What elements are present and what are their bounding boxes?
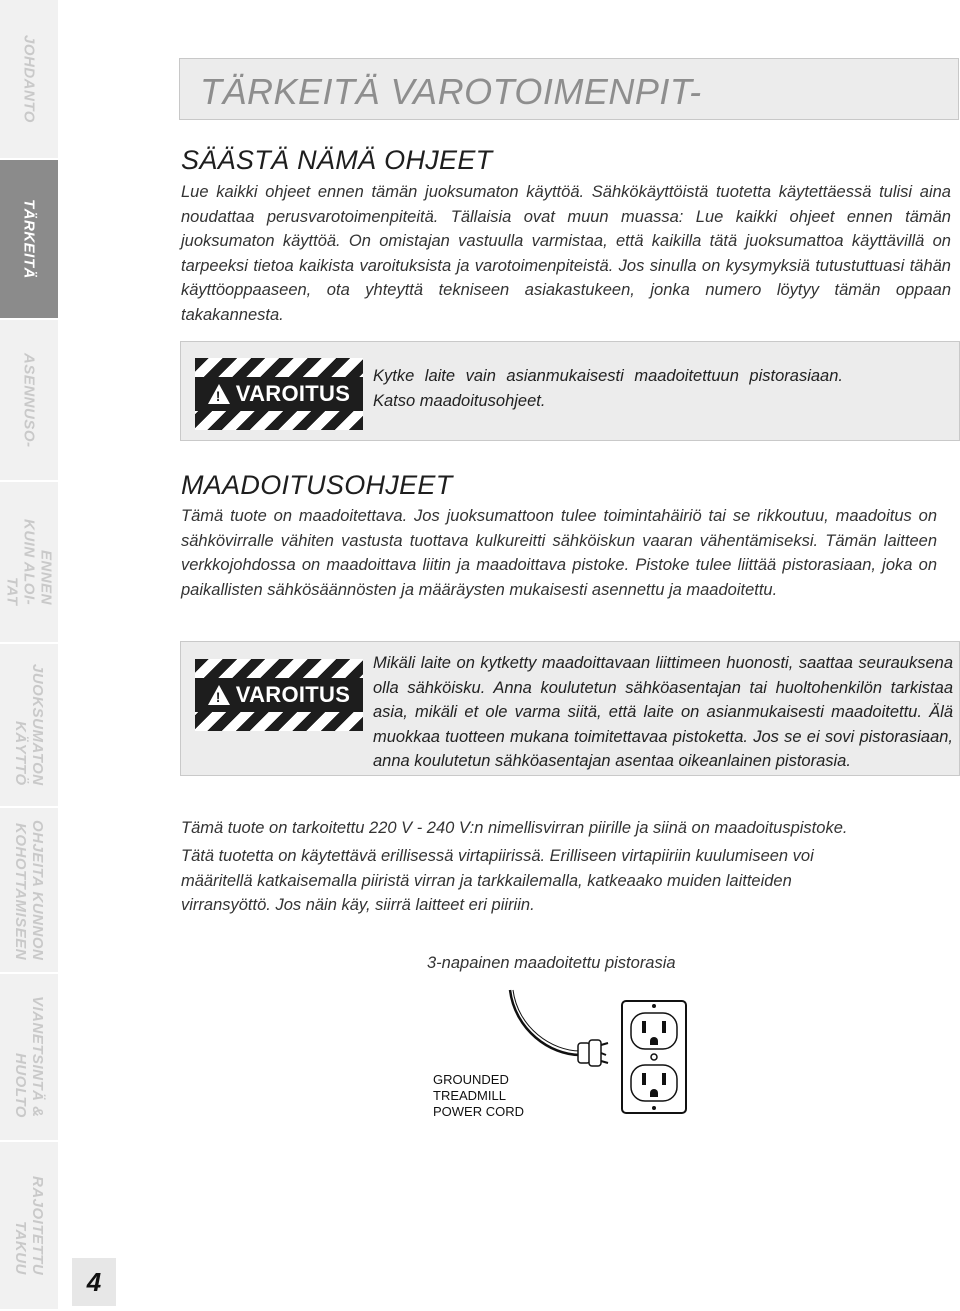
- tab-rajoitettu-takuu[interactable]: [0, 1142, 58, 1311]
- tab-label: OHJEITA KUNNON KOHOTTAMISEEN: [12, 819, 46, 961]
- figure-label: [433, 1072, 524, 1120]
- tab-label: RAJOITETTU TAKUU: [12, 1175, 46, 1276]
- tab-tarkeita[interactable]: [0, 160, 58, 320]
- tab-ennen-kuin-aloitat[interactable]: [0, 482, 58, 644]
- warning-message-2: Mikäli laite on kytketty maadoittavaan liittimeen huonosti, saattaa seurauksena olla sähköisku. Anna koulutetun sähköasentajan tai huoltohenkilön tarkistaa asia, mikäli et ole varma siitä, että laite on asianmukaisesti maadoitettu. Älä muokkaa tuotteen mukana toimitettavaa pistoketta. Jos se ei sovi pistorasiaan, anna koulutetun sähköasentajan asentaa oikeanlainen pistorasia.: [373, 654, 953, 770]
- figure-label-line: GROUNDED: [433, 1072, 509, 1087]
- warning-label-text: VAROITUS: [235, 682, 351, 707]
- grounding-paragraph: Tämä tuote on maadoitettava. Jos juoksumattoon tulee toimintahäiriö tai se rikkoutuu, maadoitus on sähkövirralle vähiten vastusta tuottava kulkureitti sähköiskun vaaran vähentämiseksi. Tämän laitteen verkkojohdossa on maadoittava liitin ja maadoittava pistoke. Pistoke tulee liittää pistorasiaan, joka on paikallisten sähkösäännösten ja määräysten mukaisesti asennettu ja maadoitettu.: [181, 507, 937, 599]
- tab-ohjeita-kunnon-kohottamiseen[interactable]: [0, 808, 58, 974]
- voltage-paragraph: Tämä tuote on tarkoitettu 220 V - 240 V:n nimellisvirran piirille ja siinä on maadoituspistoke.: [181, 819, 848, 837]
- tab-vianetsinta-huolto[interactable]: [0, 974, 58, 1142]
- warning-triangle-icon: [208, 384, 230, 404]
- tab-label: ASENNUSO-: [20, 352, 38, 448]
- warning-box-1: [180, 341, 960, 441]
- figure-label-line: POWER CORD: [433, 1104, 524, 1119]
- tab-juoksumaton-kaytto[interactable]: [0, 644, 58, 808]
- warning-label: [195, 659, 363, 731]
- warning-label-text: VAROITUS: [235, 381, 351, 406]
- page-number: 4: [72, 1258, 116, 1306]
- warning-box-2: [180, 641, 960, 776]
- warning-triangle-icon: [208, 685, 230, 705]
- section-tabs: [0, 0, 58, 1309]
- tab-johdanto[interactable]: [0, 0, 58, 160]
- section-heading-maadoitusohjeet: MAADOITUSOHJEET: [181, 470, 453, 500]
- tab-label: TÄRKEITÄ: [20, 199, 38, 279]
- intro-paragraph: Lue kaikki ohjeet ennen tämän juoksumaton käyttöä. Sähkökäyttöistä tuotetta käytettäessä tulisi aina noudattaa perusvarotoimenpiteitä. Tällaisia ovat muun muassa: Lue kaikki ohjeet ennen tämän juoksumaton käyttöä. On omistajan vastuulla varmistaa, että kaikilla tätä juoksumattoa käyttävillä on tarpeeksi tietoa kaikista varoituksista ja varotoimenpiteistä. Jos sinulla on kysymyksiä tutustuttuasi tähän käyttöoppaaseen, ota yhteyttä tekniseen asiakastukeen, jonka numero löytyy tämän oppaan takakannesta.: [181, 183, 951, 324]
- power-cord: [510, 990, 580, 1055]
- outlet-icon: [622, 1001, 686, 1113]
- tab-label: VIANETSINTÄ & HUOLTO: [12, 996, 46, 1118]
- tab-label: ENNEN KUIN ALOI- TAT: [3, 518, 55, 606]
- circuit-paragraph: Tätä tuotetta on käytettävä erillisessä virtapiirissä. Erilliseen virtapiiriin kuulumiseen voi määritellä katkaisemalla piiristä virran ja tarkkailemalla, katkeaako muiden laitteiden virransyöttö. Jos näin käy, siirrä laitteet eri piiriin.: [181, 847, 814, 914]
- warning-label: [195, 358, 363, 430]
- figure-caption: 3-napainen maadoitettu pistorasia: [427, 954, 676, 972]
- title-bar: [179, 58, 959, 120]
- plug-icon: [578, 1040, 608, 1066]
- tab-label: JUOKSUMATON KÄYTTÖ: [12, 664, 46, 786]
- tab-asennus[interactable]: [0, 320, 58, 482]
- section-heading-saasta: SÄÄSTÄ NÄMÄ OHJEET: [181, 145, 493, 175]
- warning-message-1: Kytke laite vain asianmukaisesti maadoitettuun pistorasiaan. Katso maadoitusohjeet.: [373, 367, 843, 410]
- tab-label: JOHDANTO: [20, 35, 38, 123]
- page-title: TÄRKEITÄ VAROTOIMENPIT-: [200, 71, 702, 112]
- figure-label-line: TREADMILL: [433, 1088, 506, 1103]
